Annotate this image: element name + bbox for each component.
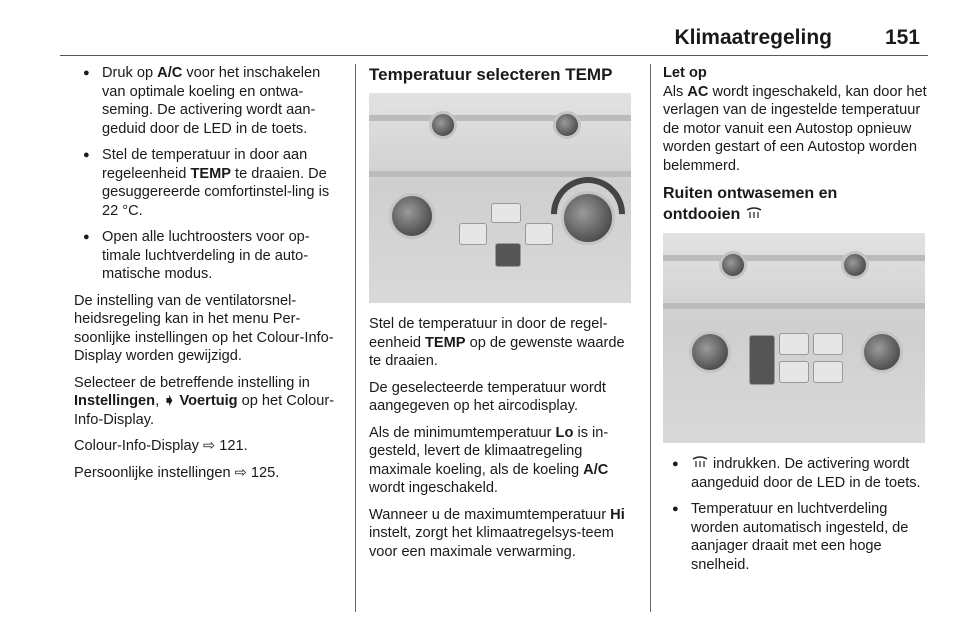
note-text: Als AC wordt ingeschakeld, kan door het verlagen van de ingestelde temperatuur de motor vanuit een Autostop opnieuw worden gestart of een Autostop worden belemmerd. (663, 83, 927, 174)
climate-panel-photo-defrost (663, 233, 925, 443)
list-item: ● Open alle luchtroosters voor op-timale luchtverdeling in de auto-matische modus. (74, 228, 344, 284)
paragraph: Selecteer de betreffende instelling in Instellingen, ➧ Voertuig op het Colour-Info-Display. (74, 374, 335, 428)
column-divider (650, 64, 651, 612)
list-item: ● Temperatuur en luchtverdeling worden automatisch ingesteld, de aanjager draait met een hoge snelheid. (663, 500, 929, 574)
section-heading: Temperatuur selecteren TEMP (369, 65, 613, 84)
column-3 (663, 64, 929, 582)
paragraph: Als de minimumtemperatuur Lo is in-gesteld, levert de klimaatregeling maximale koeling, als de koeling A/C wordt ingeschakeld. (369, 424, 609, 496)
header-title: Klimaatregeling (674, 26, 832, 49)
column-divider (355, 64, 356, 612)
paragraph: Wanneer u de maximumtemperatuur Hi instelt, zorgt het klimaatregelsys-teem voor een maximale verwarming. (369, 506, 625, 560)
list-item: ● Druk op A/C voor het inschakelen van optimale koeling en ontwa-seming. De activering wordt aan-geduid door de LED in de toets. (74, 64, 344, 138)
note-heading: Let op (663, 65, 707, 81)
windscreen-defrost-icon (691, 455, 709, 469)
page-number: 151 (884, 26, 920, 49)
cross-reference: Persoonlijke instellingen ⇨ 125. (74, 464, 280, 481)
paragraph: De geselecteerde temperatuur wordt aangegeven op het aircodisplay. (369, 379, 606, 414)
paragraph: De instelling van de ventilatorsnel-heidsregeling kan in het menu Per-soonlijke instellingen op het Colour-Info-Display worden gewijzigd. (74, 292, 334, 364)
cross-reference: Colour-Info-Display ⇨ 121. (74, 438, 248, 454)
list-item: ● Stel de temperatuur in door aan regeleenheid TEMP te draaien. De gesuggereerde comfortinstel-ling is 22 °C. (74, 146, 344, 220)
windscreen-defrost-icon (745, 206, 763, 220)
list-item: ● indrukken. De activering wordt aangeduid door de LED in de toets. (663, 455, 929, 492)
section-heading: Ruiten ontwasemen en ontdooien (663, 185, 838, 223)
paragraph: Stel de temperatuur in door de regel-eenheid TEMP op de gewenste waarde te draaien. (369, 316, 625, 369)
column-1 (74, 64, 344, 490)
climate-panel-photo-temp (369, 93, 631, 303)
column-2 (369, 64, 635, 569)
page-header (60, 22, 928, 56)
